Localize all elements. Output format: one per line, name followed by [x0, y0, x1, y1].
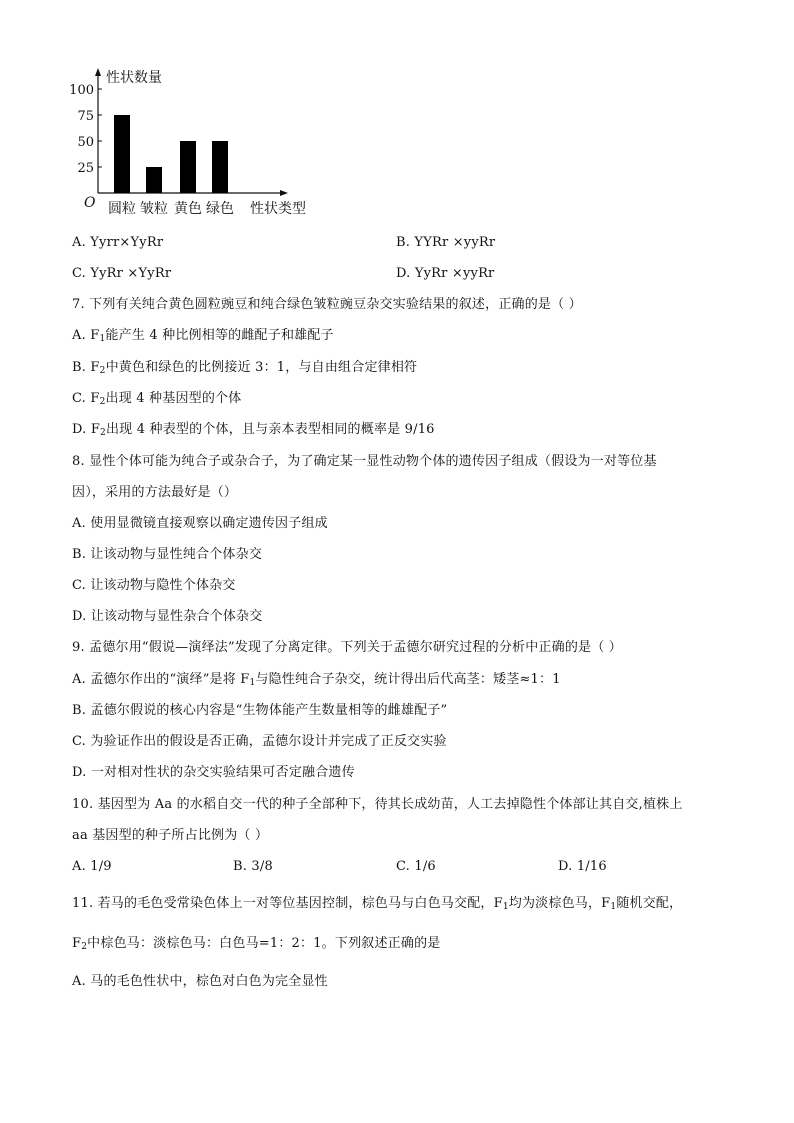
q7-option-d: D. $F_2$出现 4 种表型的个体，且与亲本表型相同的概率是 9/16: [72, 422, 435, 438]
q7-option-c: C. $F_2$出现 4 种基因型的个体: [72, 391, 242, 407]
q8-option-b: B. 让该动物与显性纯合个体杂交: [72, 547, 263, 562]
q10-option-b: B. 3/8: [233, 859, 273, 874]
q10-option-d: D. 1/16: [558, 859, 607, 874]
q6-option-b: B. YYRr ×yyRr: [396, 235, 496, 250]
q9-option-c: C. 为验证作出的假设是否正确，孟德尔设计并完成了正反交实验: [72, 734, 447, 749]
q6-option-c: C. YyRr ×YyRr: [72, 266, 172, 281]
origin-label: O: [84, 195, 96, 211]
q9-option-a: A. 孟德尔作出的“演绎”是将 $F_1$与隐性纯合子杂交，统计得出后代高茎：矮茎≈1：1: [72, 672, 561, 688]
y-tick-label: 100: [69, 83, 94, 98]
q9-option-b: B. 孟德尔假说的核心内容是“生物体能产生数量相等的雌雄配子”: [72, 703, 448, 718]
q10-stem-line2: aa 基因型的种子所占比例为（ ）: [72, 828, 269, 843]
q6-option-a: A. Yyrr×YyRr: [72, 235, 164, 250]
bar-chart-svg: [60, 62, 350, 222]
q8-option-d: D. 让该动物与显性杂合个体杂交: [72, 609, 263, 624]
q11-stem-line2: $F_2$中棕色马：淡棕色马：白色马=1：2：1。下列叙述正确的是: [72, 936, 441, 952]
q7-option-a: A. $F_1$能产生 4 种比例相等的雌配子和雄配子: [72, 328, 334, 344]
q10-option-c: C. 1/6: [396, 859, 436, 874]
bar-2: [146, 167, 162, 193]
q10-stem-line1: 10. 基因型为 Aa 的水稻自交一代的种子全部种下，待其长成幼苗，人工去掉隐性个体部让其自交,植株上: [72, 797, 683, 812]
x-axis-label: 性状类型: [250, 201, 306, 217]
q8-option-c: C. 让该动物与隐性个体杂交: [72, 578, 236, 593]
y-axis-arrow: [95, 68, 101, 76]
q11-stem-line1: 11. 若马的毛色受常染色体上一对等位基因控制，棕色马与白色马交配，$F_1$均为淡棕色马，$F_1$随机交配，: [72, 896, 683, 912]
q9-option-d: D. 一对相对性状的杂交实验结果可否定融合遗传: [72, 765, 355, 780]
bar-4: [212, 141, 228, 193]
x-axis-arrow: [280, 190, 288, 196]
q9-stem: 9. 孟德尔用“假说—演绎法”发现了分离定律。下列关于孟德尔研究过程的分析中正确的是（ ）: [72, 640, 622, 655]
y-axis-label: 性状数量: [106, 70, 162, 86]
x-tick-label: 皱粒: [140, 201, 168, 217]
q10-option-a: A. 1/9: [72, 859, 112, 874]
q7-option-b: B. $F_2$中黄色和绿色的比例接近 3：1，与自由组合定律相符: [72, 360, 418, 376]
q8-option-a: A. 使用显微镜直接观察以确定遗传因子组成: [72, 516, 328, 531]
q7-stem: 7. 下列有关纯合黄色圆粒豌豆和纯合绿色皱粒豌豆杂交实验结果的叙述，正确的是（ ）: [72, 297, 582, 312]
bar-3: [180, 141, 196, 193]
y-tick-label: 50: [77, 135, 94, 150]
q11-option-a: A. 马的毛色性状中，棕色对白色为完全显性: [72, 974, 328, 989]
y-tick-label: 25: [77, 161, 94, 176]
q8-stem-line2: 因），采用的方法最好是（）: [72, 485, 238, 500]
x-tick-label: 绿色: [206, 201, 234, 217]
trait-bar-chart: [60, 62, 350, 222]
q6-option-d: D. YyRr ×yyRr: [396, 266, 495, 281]
bar-1: [114, 115, 130, 193]
y-tick-label: 75: [77, 109, 94, 124]
q8-stem-line1: 8. 显性个体可能为纯合子或杂合子，为了确定某一显性动物个体的遗传因子组成（假设为一对等位基: [72, 454, 657, 469]
x-tick-label: 圆粒: [108, 201, 136, 217]
x-tick-label: 黄色: [174, 201, 202, 217]
